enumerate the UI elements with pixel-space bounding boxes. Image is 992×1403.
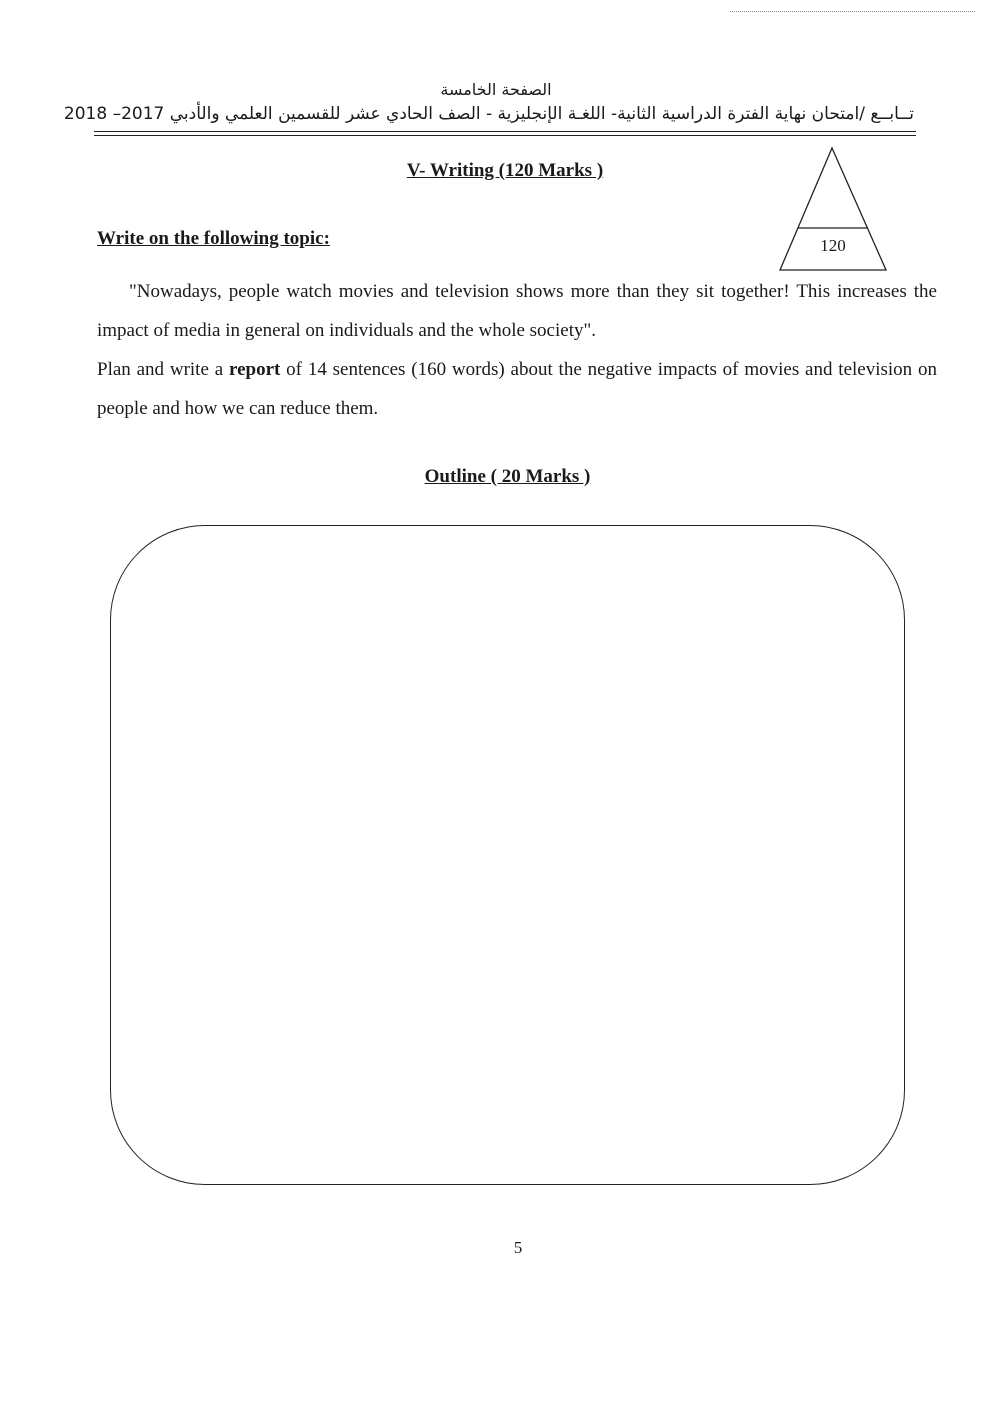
scan-artifact	[730, 11, 975, 16]
prompt-quote: "Nowadays, people watch movies and television shows more than they sit together! This increases the impact of media in general on individuals and the whole society".	[97, 281, 937, 341]
exam-header: تــابــع /امتحان نهاية الفترة الدراسية الثانية- اللغـة الإنجليزية - الصف الحادي عشر للقسمين العلمي والأدبي 2017– 2018	[63, 104, 914, 124]
header-rule	[94, 131, 916, 132]
instruction-text-end: of 14 sentences (160 words) about the negative impacts of movies and television on people and how we can reduce them.	[97, 359, 937, 419]
outline-title: Outline ( 20 Marks )	[424, 466, 591, 487]
outline-answer-box[interactable]	[110, 525, 905, 1185]
writing-prompt	[97, 272, 937, 428]
marks-badge-value: 120	[820, 236, 846, 255]
instruction-text-start: Plan and write a	[97, 359, 229, 380]
header-rule-double	[94, 135, 916, 136]
page-number: 5	[513, 1238, 523, 1257]
task-heading: Write on the following topic:	[97, 228, 330, 249]
section-title: V- Writing (120 Marks )	[406, 160, 604, 181]
prompt-instruction	[97, 350, 937, 428]
page-label: الصفحة الخامسة	[440, 80, 552, 99]
instruction-keyword: report	[228, 359, 281, 380]
